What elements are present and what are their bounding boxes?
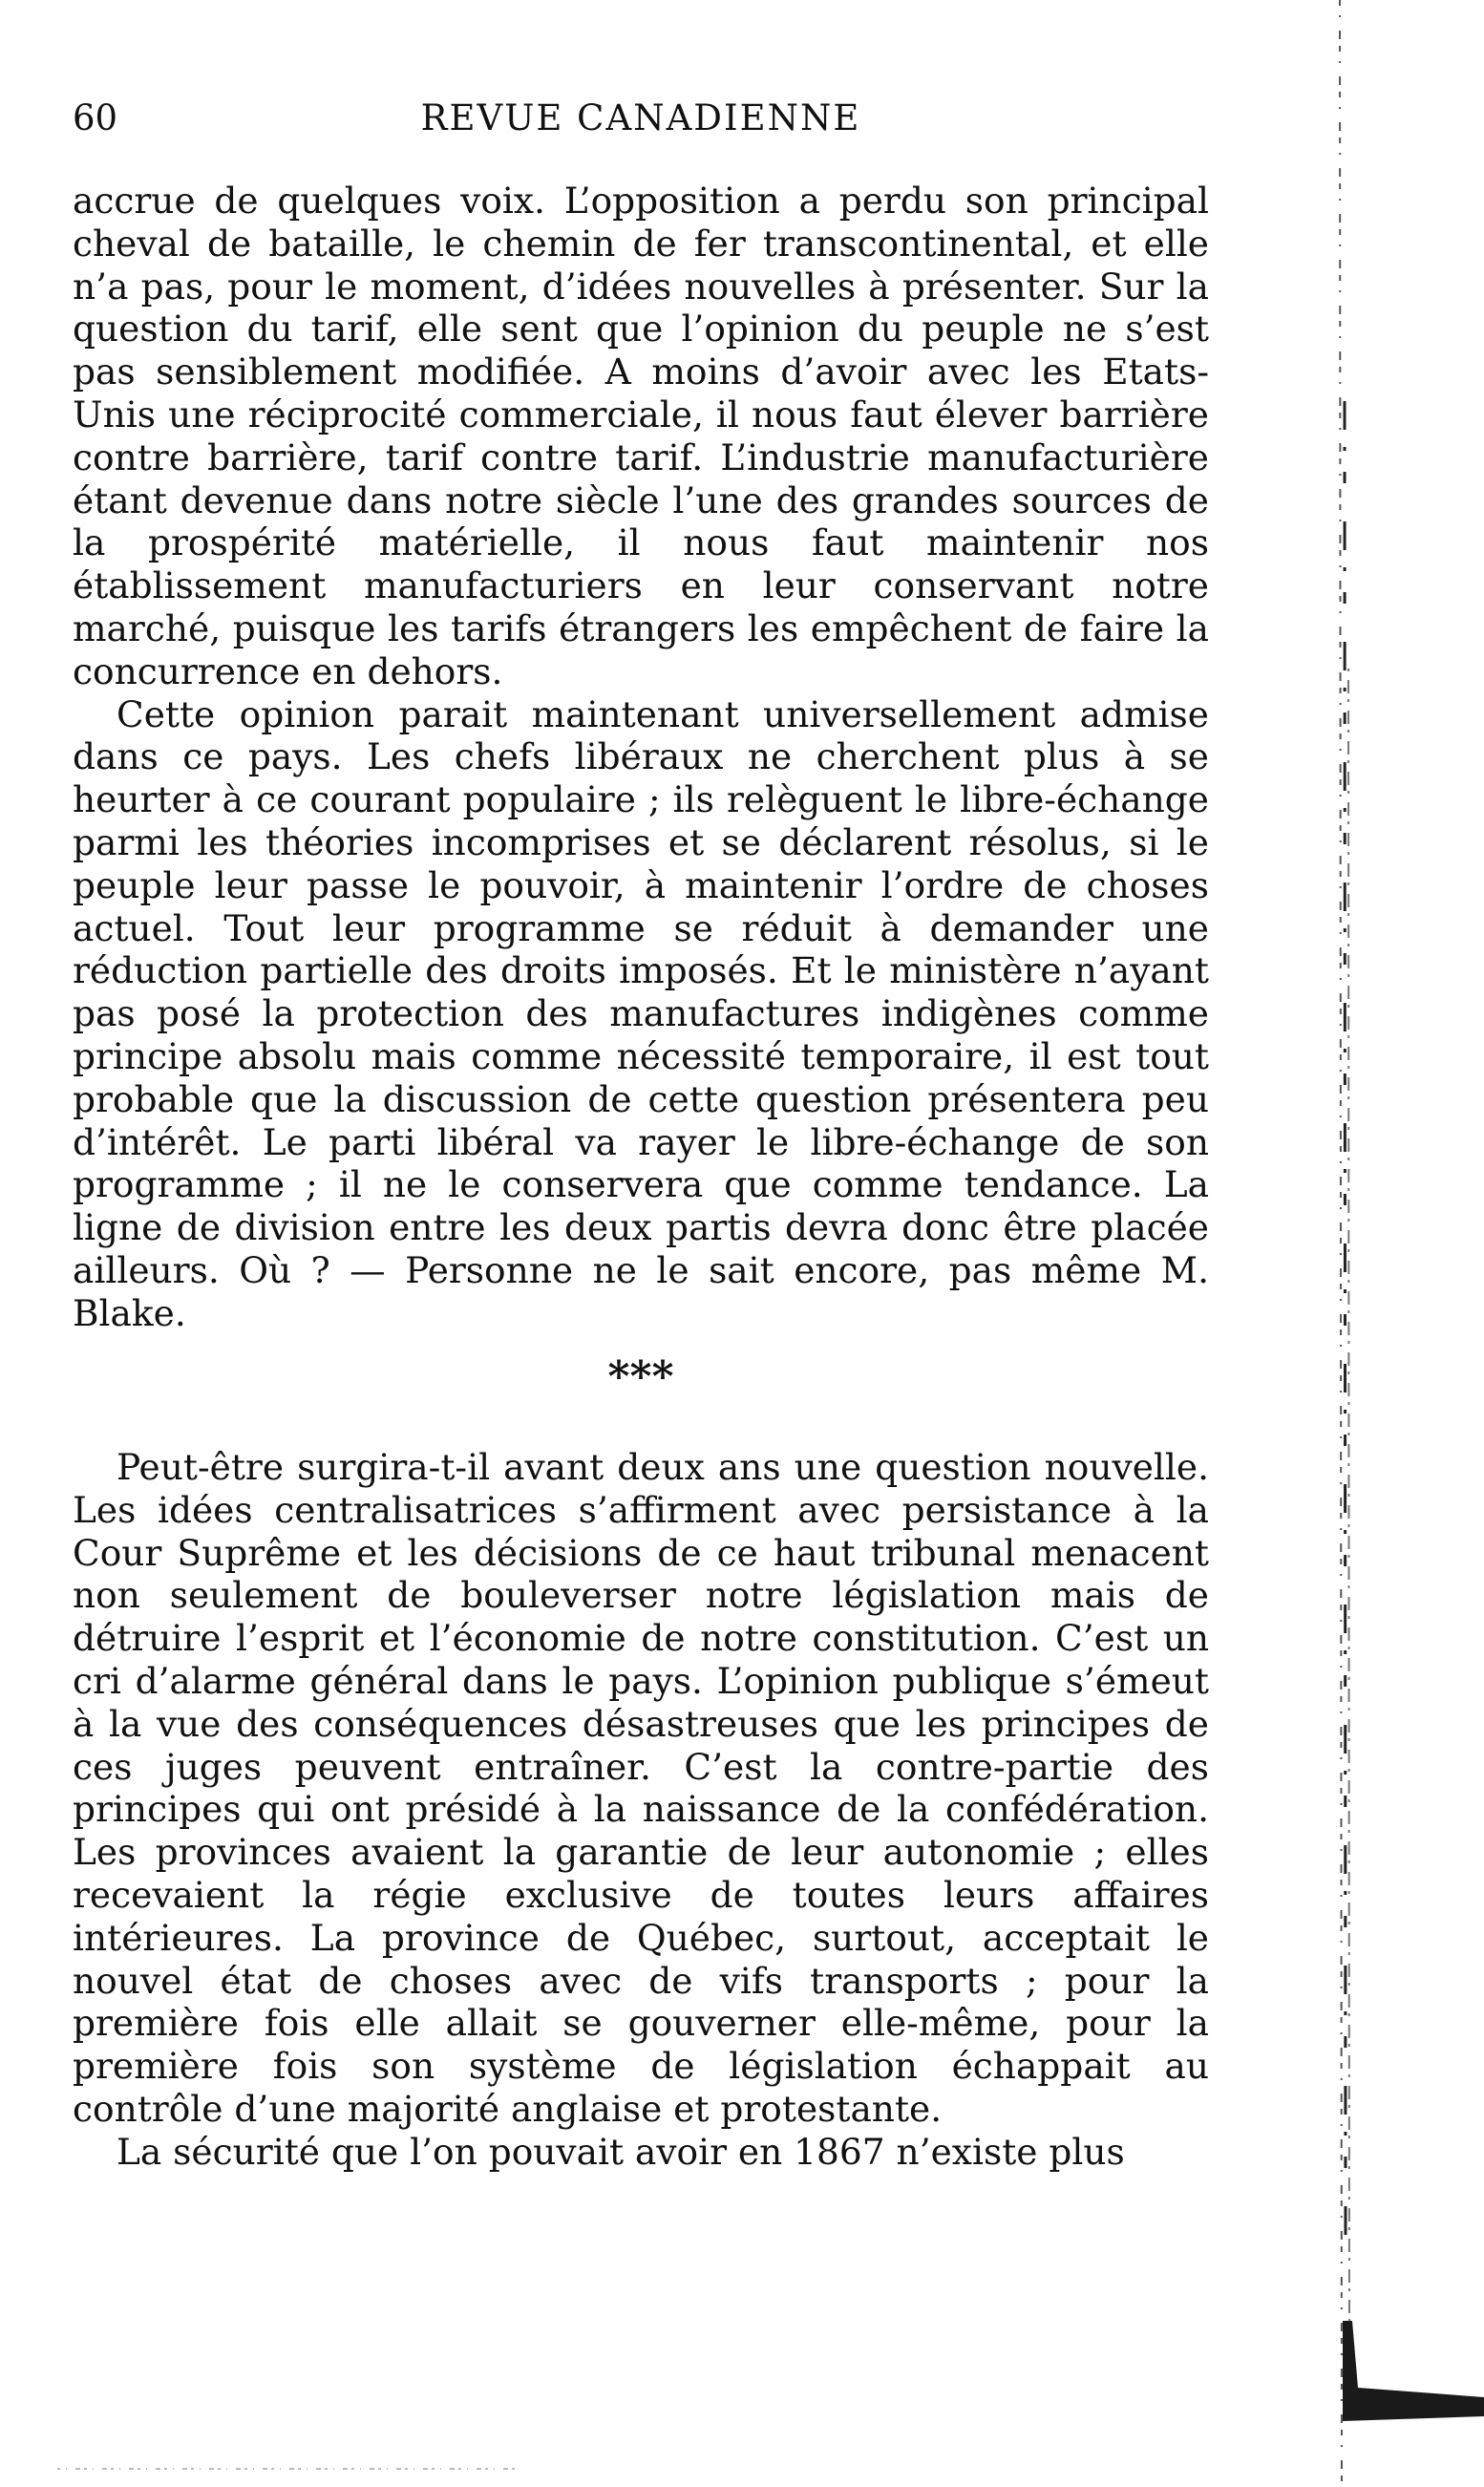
paragraph: La sécurité que l’on pouvait avoir en 1867 n’existe plus <box>117 2130 1125 2173</box>
scan-specks <box>57 2466 516 2472</box>
page-edge-shadow <box>1329 0 1484 2487</box>
paragraph-continuation: accrue de quelques voix. L’opposition a perdu son principal cheval de bataille, le chemin de fer transcontinental, et elle n’a pas, pour le moment, d’idées nouvelles à présenter. Sur la question du tarif, elle sent que l’opinion du peuple ne s’est pas sensiblement modifiée. A moins d’avoir avec les Etats-Unis une réciprocité commerciale, il nous faut élever barrière contre barrière, tarif contre tarif. L’industrie manufacturière étant devenue dans notre siècle l’une des grandes sources de la prospérité matérielle, il nous faut maintenir nos établissement manufacturiers en leur conservant notre marché, puisque les tarifs étrangers les empêchent de faire la concurrence en dehors. <box>73 180 1209 692</box>
paragraph: Peut-être surgira-t-il avant deux ans une question nouvelle. Les idées centralisatrices s’affirment avec persistance à la Cour Suprême et les décisions de ce haut tribunal menacent non seulement de bouleverser notre législation mais de détruire l’esprit et l’économie de notre constitution. C’est un cri d’alarme général dans le pays. L’opinion publique s’émeut à la vue des conséquences désastreuses que les principes de ces juges peuvent entraîner. C’est la contre-partie des principes qui ont présidé à la naissance de la confédération. Les provinces avaient la garantie de leur autonomie ; elles recevaient la régie exclusive de toutes leurs affaires intérieures. La province de Québec, surtout, acceptait le nouvel état de choses avec de vifs transports ; pour la première fois elle allait se gouverner elle-même, pour la première fois son système de législation échappait au contrôle d’une majorité anglaise et protestante. <box>73 1446 1209 2130</box>
page-number: 60 <box>73 97 118 138</box>
section-separator: *** <box>607 1352 674 1401</box>
page-header <box>73 92 1209 145</box>
paragraph: Cette opinion parait maintenant universellement admise dans ce pays. Les chefs libéraux ne cherchent plus à se heurter à ce courant populaire ; ils relèguent le libre-échange parmi les théories incomprises et se déclarent résolus, si le peuple leur passe le pouvoir, à maintenir l’ordre de choses actuel. Tout leur programme se réduit à demander une réduction partielle des droits imposés. Et le ministère n’ayant pas posé la protection des manufactures indigènes comme principe absolu mais comme nécessité temporaire, il est tout probable que la discussion de cette question présentera peu d’intérêt. Le parti libéral va rayer le libre-échange de son programme ; il ne le conservera que comme tendance. La ligne de division entre les deux partis devra donc être placée ailleurs. Où ? — Personne ne le sait encore, pas même M. Blake. <box>73 692 1209 1334</box>
text-block-lower <box>73 1446 1209 2174</box>
text-block-upper <box>73 180 1209 1335</box>
running-title: REVUE CANADIENNE <box>420 97 861 138</box>
